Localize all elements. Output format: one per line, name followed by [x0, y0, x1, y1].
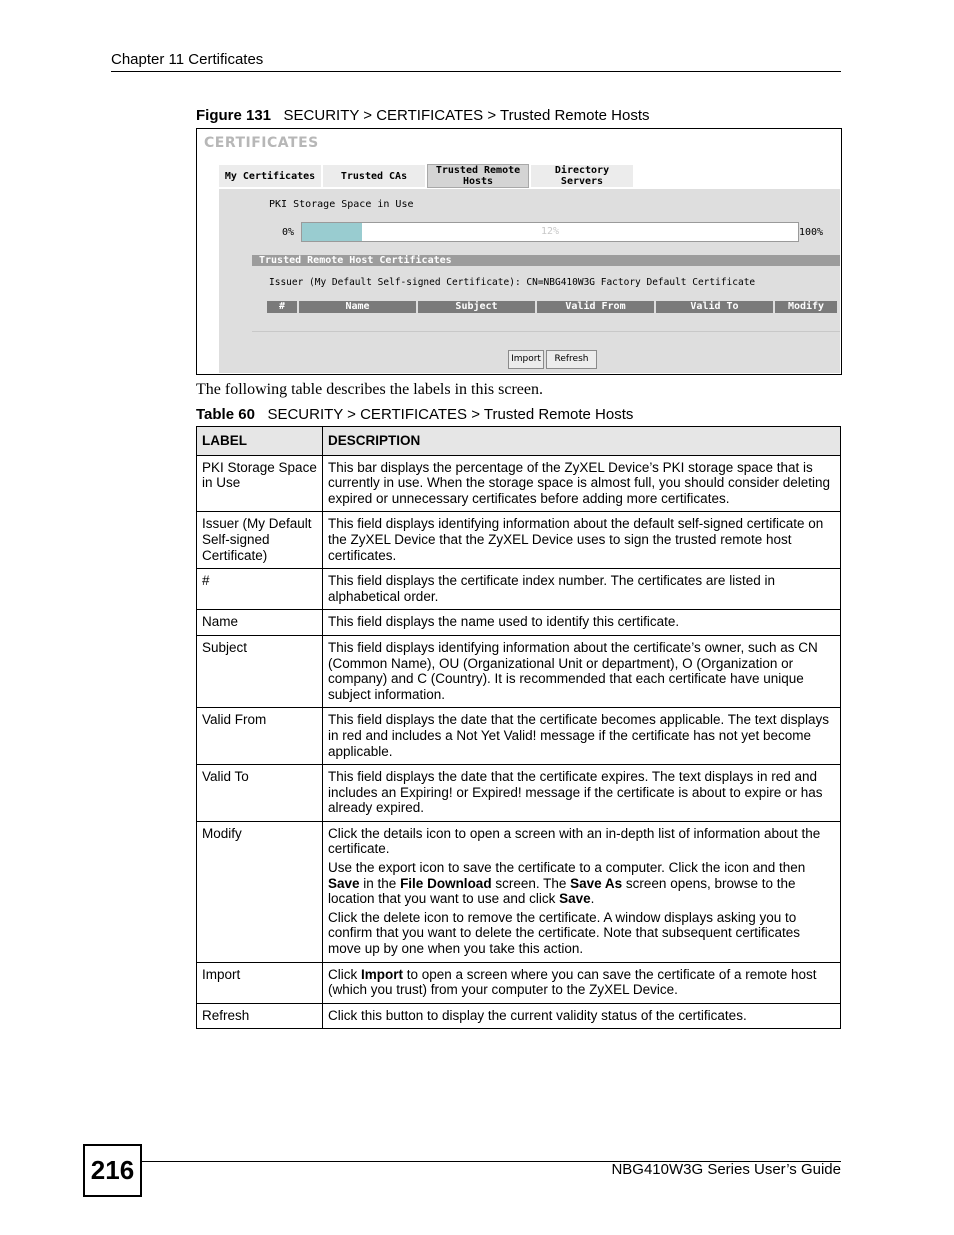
column-header-valid-from: Valid From — [537, 301, 654, 313]
description-paragraph: This field displays identifying information about the certificate’s owner, such as CN (Common Name), OU (Organizational Unit or department), O (Organization or company) and C (Country). It is recommended that each certificate have unique subject information. — [328, 639, 818, 702]
guide-title: NBG410W3G Series User’s Guide — [611, 1161, 841, 1178]
row-description — [323, 765, 841, 822]
intro-paragraph: The following table describes the labels in this screen. — [196, 381, 544, 398]
table-caption — [196, 406, 633, 423]
section-title: Trusted Remote Host Certificates — [259, 255, 452, 266]
row-description — [323, 635, 841, 707]
table-header-row — [197, 427, 841, 456]
column-header-modify: Modify — [775, 301, 837, 313]
table-row — [197, 569, 841, 610]
table-row — [197, 635, 841, 707]
table-caption-text: SECURITY > CERTIFICATES > Trusted Remote Hosts — [267, 406, 634, 423]
row-description — [323, 1003, 841, 1029]
row-label: Name — [197, 610, 323, 636]
table-row — [197, 455, 841, 512]
row-label: Modify — [197, 821, 323, 962]
page-number: 216 — [83, 1144, 142, 1197]
pki-storage-label: PKI Storage Space in Use — [269, 199, 414, 210]
table-row — [197, 821, 841, 962]
row-label: # — [197, 569, 323, 610]
table-row — [197, 512, 841, 569]
row-label: Import — [197, 962, 323, 1003]
row-description — [323, 821, 841, 962]
screen-title: CERTIFICATES — [204, 135, 319, 151]
description-paragraph: Click the details icon to open a screen with an in-depth list of information about the certificate. — [328, 825, 821, 857]
usage-min-label: 0% — [282, 227, 295, 238]
usage-max-label: 100% — [799, 227, 824, 238]
description-paragraph: This bar displays the percentage of the ZyXEL Device’s PKI storage space that is currently in use. When the storage space is almost full, you should consider deleting expired or unnecessary certificates before adding more certificates. — [328, 459, 831, 506]
description-paragraph: This field displays the name used to identify this certificate. — [328, 614, 680, 630]
label-description-table — [196, 426, 841, 1029]
content-panel — [219, 189, 840, 373]
column-header-valid-to: Valid To — [656, 301, 773, 313]
row-description — [323, 962, 841, 1003]
screenshot-figure — [196, 128, 842, 375]
header-divider — [111, 71, 841, 72]
table-row — [197, 962, 841, 1003]
tab-trusted-remote-hosts[interactable]: Trusted Remote Hosts — [427, 164, 529, 188]
figure-number: Figure 131 — [196, 107, 272, 124]
import-button[interactable]: Import — [508, 350, 544, 369]
header-description: DESCRIPTION — [323, 427, 841, 456]
figure-caption — [196, 107, 650, 124]
tab-my-certificates[interactable]: My Certificates — [219, 165, 321, 187]
row-label: Valid From — [197, 708, 323, 765]
row-label: Issuer (My Default Self-signed Certificate) — [197, 512, 323, 569]
figure-caption-text: SECURITY > CERTIFICATES > Trusted Remote Hosts — [283, 107, 650, 124]
tab-directory-servers[interactable]: Directory Servers — [531, 165, 633, 187]
row-description — [323, 455, 841, 512]
refresh-button[interactable]: Refresh — [546, 350, 597, 369]
section-header — [252, 255, 840, 266]
description-paragraph: Use the export icon to save the certificate to a computer. Click the icon and then Save in the File Download screen. The Save As screen opens, browse to the location that you want to use and click Save. — [328, 860, 806, 907]
table-row — [197, 765, 841, 822]
column-header-name: Name — [299, 301, 416, 313]
row-description — [323, 569, 841, 610]
description-paragraph: This field displays the certificate index number. The certificates are listed in alphabetical order. — [328, 573, 775, 604]
pki-usage-percent: 12% — [540, 226, 560, 237]
pki-usage-bar — [301, 222, 799, 242]
table-number: Table 60 — [196, 406, 255, 423]
tab-trusted-cas[interactable]: Trusted CAs — [323, 165, 425, 187]
description-paragraph: This field displays the date that the certificate becomes applicable. The text displays in red and includes a Not Yet Valid! message if the certificate has not yet become applicable. — [328, 712, 830, 759]
row-description — [323, 512, 841, 569]
column-header-subject: Subject — [418, 301, 535, 313]
table-row — [197, 610, 841, 636]
description-paragraph: This field displays the date that the certificate expires. The text displays in red and includes an Expiring! or Expired! message if the certificate is about to expire or has already expired. — [328, 769, 823, 816]
issuer-text: Issuer (My Default Self-signed Certificate): CN=NBG410W3G Factory Default Certificate — [269, 277, 756, 288]
row-label: Refresh — [197, 1003, 323, 1029]
description-paragraph: Click Import to open a screen where you can save the certificate of a remote host (which you trust) from your computer to the ZyXEL Device. — [328, 966, 817, 998]
column-header-index: # — [267, 301, 297, 313]
header-label: LABEL — [197, 427, 323, 456]
row-label: PKI Storage Space in Use — [197, 455, 323, 512]
table-row — [197, 708, 841, 765]
chapter-header: Chapter 11 Certificates — [111, 51, 264, 68]
row-label: Valid To — [197, 765, 323, 822]
table-row — [197, 1003, 841, 1029]
description-paragraph: Click the delete icon to remove the certificate. A window displays asking you to confirm that you want to delete the certificate. Note that subsequent certificates move up by one when you take this action. — [328, 909, 801, 957]
table-divider — [252, 331, 840, 332]
row-description — [323, 610, 841, 636]
description-paragraph: Click this button to display the current validity status of the certificates. — [328, 1007, 747, 1023]
row-description — [323, 708, 841, 765]
row-label: Subject — [197, 635, 323, 707]
description-paragraph: This field displays identifying information about the default self-signed certificate on the ZyXEL Device that the ZyXEL Device uses to sign the trusted remote host certificates. — [328, 516, 824, 563]
